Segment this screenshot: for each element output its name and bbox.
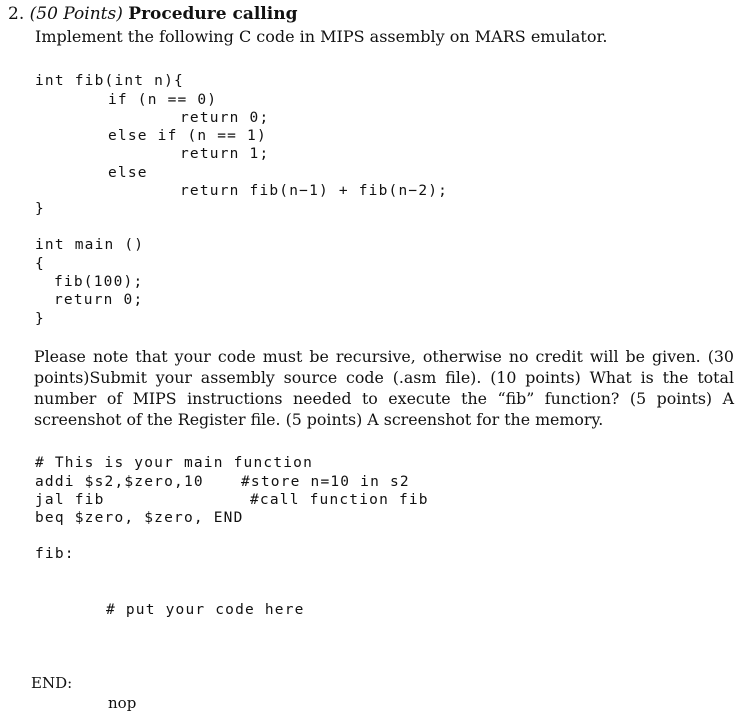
code-line: } <box>35 311 45 327</box>
code-comment: #call function fib <box>250 492 429 508</box>
instructions-paragraph: Please note that your code must be recursive, otherwise no credit will be given. (30 points)Submit your assembly source code (.asm file). (10 points) What is the total number of MIPS instructions needed to execute the “fib” function? (5 points) A screenshot of the Register file. (5 points) A screenshot for the memory. <box>34 347 734 429</box>
code-comment: #store n=10 in s2 <box>241 474 410 490</box>
code-line: fib(100); <box>54 274 144 290</box>
code-line: return fib(n−1) + fib(n−2); <box>180 183 449 199</box>
question-points: (50 Points) <box>29 4 123 24</box>
code-line: int fib(int n){ <box>35 73 184 89</box>
code-line: # This is your main function <box>35 455 314 471</box>
code-line: return 1; <box>180 146 270 162</box>
code-line: } <box>35 201 45 217</box>
code-line: else if (n == 1) <box>108 128 267 144</box>
question-heading <box>8 4 297 24</box>
code-line: if (n == 0) <box>108 92 218 108</box>
code-label: fib: <box>35 546 75 562</box>
code-line: addi $s2,$zero,10 <box>35 474 204 490</box>
code-label: END: <box>31 674 73 692</box>
code-line: int main () <box>35 237 145 253</box>
code-line: nop <box>108 694 137 712</box>
question-number: 2. <box>8 4 25 24</box>
code-line: jal fib <box>35 492 105 508</box>
code-line: beq $zero, $zero, END <box>35 510 244 526</box>
code-line: return 0; <box>54 292 144 308</box>
code-line: return 0; <box>180 110 270 126</box>
code-comment: # put your code here <box>106 602 305 618</box>
question-subtitle: Implement the following C code in MIPS assembly on MARS emulator. <box>35 27 608 46</box>
code-line: { <box>35 256 45 272</box>
code-line: else <box>108 165 148 181</box>
question-title: Procedure calling <box>128 4 298 24</box>
